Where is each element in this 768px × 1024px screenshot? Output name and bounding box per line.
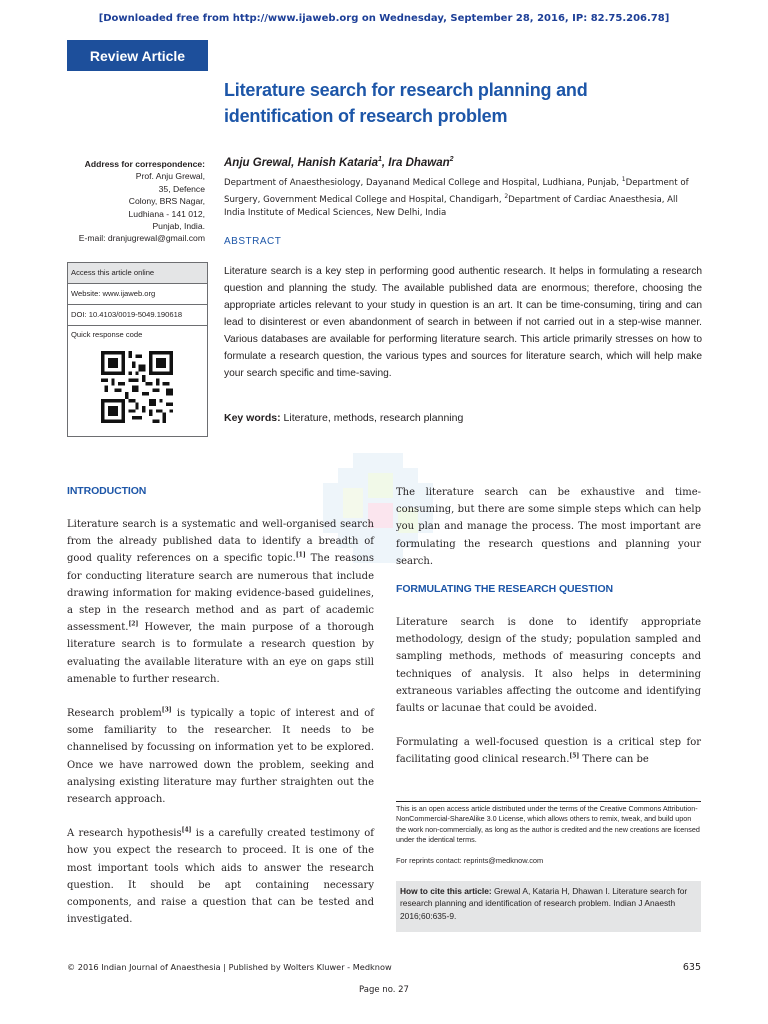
citation-box xyxy=(396,881,701,932)
right-column-top xyxy=(396,484,701,587)
affiliation-text: Department of Anaesthesiology, Dayanand Medical College and Hospital, Ludhiana, Punjab, xyxy=(224,177,622,188)
address-email[interactable]: E-mail: dranjugrewal@gmail.com xyxy=(78,233,205,244)
address-line: Prof. Anju Grewal, xyxy=(135,171,205,182)
address-line: 35, Defence xyxy=(158,183,205,194)
keywords xyxy=(224,412,463,424)
access-head: Access this article online xyxy=(68,263,207,284)
footer-page-number: 635 xyxy=(682,962,701,973)
paragraph xyxy=(67,516,374,688)
address-label: Address for correspondence: xyxy=(84,159,205,169)
footer-copyright: © 2016 Indian Journal of Anaesthesia | Published by Wolters Kluwer - Medknow xyxy=(67,962,392,972)
article-type-badge: Review Article xyxy=(67,40,208,71)
text: A research hypothesis xyxy=(67,828,182,840)
affiliation-text: Department of Cardiac Anaesthesia, All India Institute of Medical Sciences, New Delhi, India xyxy=(224,194,678,218)
website-link[interactable]: Website: www.ijaweb.org xyxy=(68,284,207,305)
citation[interactable]: [2] xyxy=(128,620,139,628)
address-line: Colony, BRS Nagar, xyxy=(128,196,205,207)
citation[interactable]: [1] xyxy=(295,552,306,560)
access-article-box xyxy=(67,262,208,437)
citation[interactable]: [5] xyxy=(569,753,580,761)
section-heading-formulating: FORMULATING THE RESEARCH QUESTION xyxy=(396,583,614,595)
text: Research problem xyxy=(67,708,162,720)
text: Formulating a well-focused question is a critical step for facilitating good clinical research. xyxy=(396,737,701,766)
paragraph: The literature search can be exhaustive and time-consuming, but there are some simple steps which can help you plan and manage the process. The most important are formulating the research questions and planning your search. xyxy=(396,487,701,567)
text: is typically a topic of interest and of some familiarity to the researcher. It needs to be channelised by focussing on information yet to be explored. Once we have narrowed down the problem, seeking and analysing existing literature may further straighten out the research approach. xyxy=(67,708,374,806)
abstract-text: Literature search is a key step in performing good authentic research. It helps in formulating a research question and planning the study. The available published data are enormous; therefore, choosing the appropriate articles relevant to your study in question is an art. It can be time-consuming, tiring and can lead to disinterest or even abandonment of search in between if not carried out in a step-wise manner. Various databases are available for performing literature search. This article primarily stresses on how to formulate a research question, the various types and sources for literature search, which will help make your search specific and time-saving. xyxy=(224,266,702,379)
address-line: Ludhiana - 141 012, xyxy=(128,208,205,219)
author-text: Anju Grewal, Hanish Kataria xyxy=(224,156,379,169)
article-title: Literature search for research planning and identification of research problem xyxy=(224,80,588,126)
keywords-label: Key words: xyxy=(224,412,281,424)
paragraph xyxy=(396,734,701,768)
keywords-text: Literature, methods, research planning xyxy=(280,412,464,424)
authors xyxy=(224,156,454,169)
cite-label: How to cite this article: xyxy=(400,886,492,896)
address-line: Punjab, India. xyxy=(152,221,205,232)
citation[interactable]: [3] xyxy=(161,706,172,714)
download-line: [Downloaded free from http://www.ijaweb.org on Wednesday, September 28, 2016, IP: 82.75.206.78] xyxy=(98,13,670,24)
left-column xyxy=(67,516,374,945)
cite-text: Grewal A, Kataria H, Dhawan I. Literature search for research planning and identification of research problem. Indian J Anaesth 2016;60:635-9. xyxy=(400,886,688,921)
citation[interactable]: [4] xyxy=(181,826,192,834)
reprints-contact: For reprints contact: reprints@medknow.com xyxy=(396,856,544,865)
text: is a carefully created testimony of how you expect the research to proceed. It is one of the most important tools which aids to answer the research question. It should be apt containing necessary components, and raise a question that can be tested and investigated. xyxy=(67,828,374,926)
page-footer xyxy=(67,962,701,972)
affiliation-sup: 1 xyxy=(621,176,626,183)
section-heading-introduction: INTRODUCTION xyxy=(67,485,147,497)
affiliation-text: Department of Surgery, Government Medical College and Hospital, Chandigarh, xyxy=(224,177,689,205)
text: There can be xyxy=(579,754,649,766)
affiliations xyxy=(224,173,694,220)
qr-label: Quick response code xyxy=(71,330,143,339)
correspondence-address xyxy=(50,158,205,245)
abstract-label: ABSTRACT xyxy=(224,236,282,247)
right-column-bottom xyxy=(396,614,701,786)
text: However, the main purpose of a thorough literature search is to formulate a research question by evaluating the available literature with an eye on gaps still amenable to further research. xyxy=(67,622,374,685)
author-sup: 1 xyxy=(378,156,382,163)
paragraph xyxy=(67,825,374,928)
license-note: This is an open access article distributed under the terms of the Creative Commons Attribution-NonCommercial-ShareAlike 3.0 License, which allows others to remix, tweak, and build upon the work non-commercially, as long as the author is credited and the new creations are licensed under the identical terms. xyxy=(396,801,701,846)
text: The reasons for conducting literature search are numerous that include drawing information for making evidence-based guidelines, a step in the research method and as part of academic assessment. xyxy=(67,553,374,634)
paragraph: Literature search is done to identify appropriate methodology, design of the study; population sampled and sampling methods, methods of measuring concepts and techniques of analysis. It also helps in determining extraneous variables affecting the outcome and identifying faults or lacunae that could be avoided. xyxy=(396,617,701,715)
affiliation-sup: 2 xyxy=(504,192,509,200)
paragraph xyxy=(67,705,374,808)
qr-code-icon[interactable] xyxy=(101,351,173,423)
author-sup: 2 xyxy=(449,156,454,163)
author-text: , Ira Dhawan xyxy=(381,156,450,169)
text: Literature search is a systematic and well-organised search from the already published data to identify a breadth of good quality references on a specific topic. xyxy=(67,519,374,565)
page-number: Page no. 27 xyxy=(359,985,409,995)
doi-link[interactable]: DOI: 10.4103/0019-5049.190618 xyxy=(68,305,207,326)
